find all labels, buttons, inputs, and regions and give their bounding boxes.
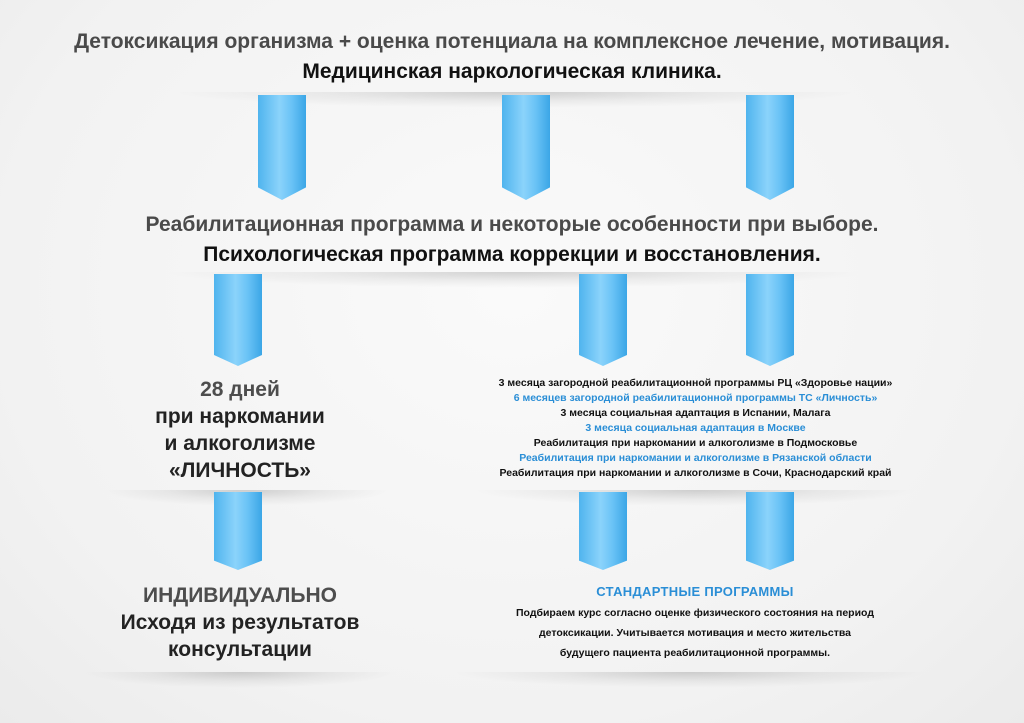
standard-desc-3: будущего пациента реабилитационной программы. bbox=[559, 647, 831, 659]
header-line-2: Медицинская наркологическая клиника. bbox=[302, 60, 722, 83]
individual-line-2: Исходя из результатов bbox=[120, 611, 360, 634]
bottom-left-shadow bbox=[80, 672, 400, 688]
standard-programs-block bbox=[470, 584, 920, 663]
program-name: «ЛИЧНОСТЬ» bbox=[168, 459, 311, 482]
list-item: 6 месяцев загородной реабилитационной программы ТС «Личность» bbox=[513, 392, 878, 404]
programs-list bbox=[458, 376, 933, 481]
list-item: Реабилитация при наркомании и алкоголизме в Подмосковье bbox=[533, 437, 858, 449]
list-item: 3 месяца социальная адаптация в Москве bbox=[585, 422, 806, 434]
standard-desc-2: детоксикации. Учитывается мотивация и место жительства bbox=[538, 627, 852, 639]
header-band bbox=[0, 30, 1024, 84]
right-shadow bbox=[470, 490, 920, 506]
connector-ribbon bbox=[502, 95, 550, 200]
connector-ribbon bbox=[214, 274, 262, 366]
personality-program-block bbox=[120, 376, 360, 484]
list-item: Реабилитация при наркомании и алкоголизме в Рязанской области bbox=[519, 452, 872, 464]
connector-ribbon bbox=[258, 95, 306, 200]
left-line-3: и алкоголизме bbox=[164, 432, 316, 455]
left-line-2: при наркомании bbox=[155, 405, 325, 428]
bottom-right-shadow bbox=[450, 672, 930, 688]
middle-band bbox=[0, 213, 1024, 267]
duration-label: 28 дней bbox=[200, 378, 280, 401]
standard-desc-1: Подбираем курс согласно оценке физического состояния на период bbox=[516, 607, 874, 619]
connector-ribbon bbox=[579, 492, 627, 570]
header-line-1: Детоксикация организма + оценка потенциала на комплексное лечение, мотивация. bbox=[74, 30, 950, 53]
individual-line-3: консультации bbox=[168, 638, 312, 661]
standard-title: СТАНДАРТНЫЕ ПРОГРАММЫ bbox=[596, 584, 794, 599]
individual-title: ИНДИВИДУАЛЬНО bbox=[142, 584, 338, 607]
list-item: 3 месяца загородной реабилитационной программы РЦ «Здоровье нации» bbox=[498, 377, 893, 389]
connector-ribbon bbox=[214, 492, 262, 570]
connector-ribbon bbox=[746, 95, 794, 200]
middle-line-1: Реабилитационная программа и некоторые особенности при выборе. bbox=[145, 213, 879, 236]
individual-block bbox=[100, 582, 380, 663]
middle-line-2: Психологическая программа коррекции и восстановления. bbox=[203, 243, 821, 266]
list-item: 3 месяца социальная адаптация в Испании, Малага bbox=[560, 407, 831, 419]
connector-ribbon bbox=[579, 274, 627, 366]
connector-ribbon bbox=[746, 492, 794, 570]
list-item: Реабилитация при наркомании и алкоголизме в Сочи, Краснодарский край bbox=[499, 467, 892, 479]
connector-ribbon bbox=[746, 274, 794, 366]
